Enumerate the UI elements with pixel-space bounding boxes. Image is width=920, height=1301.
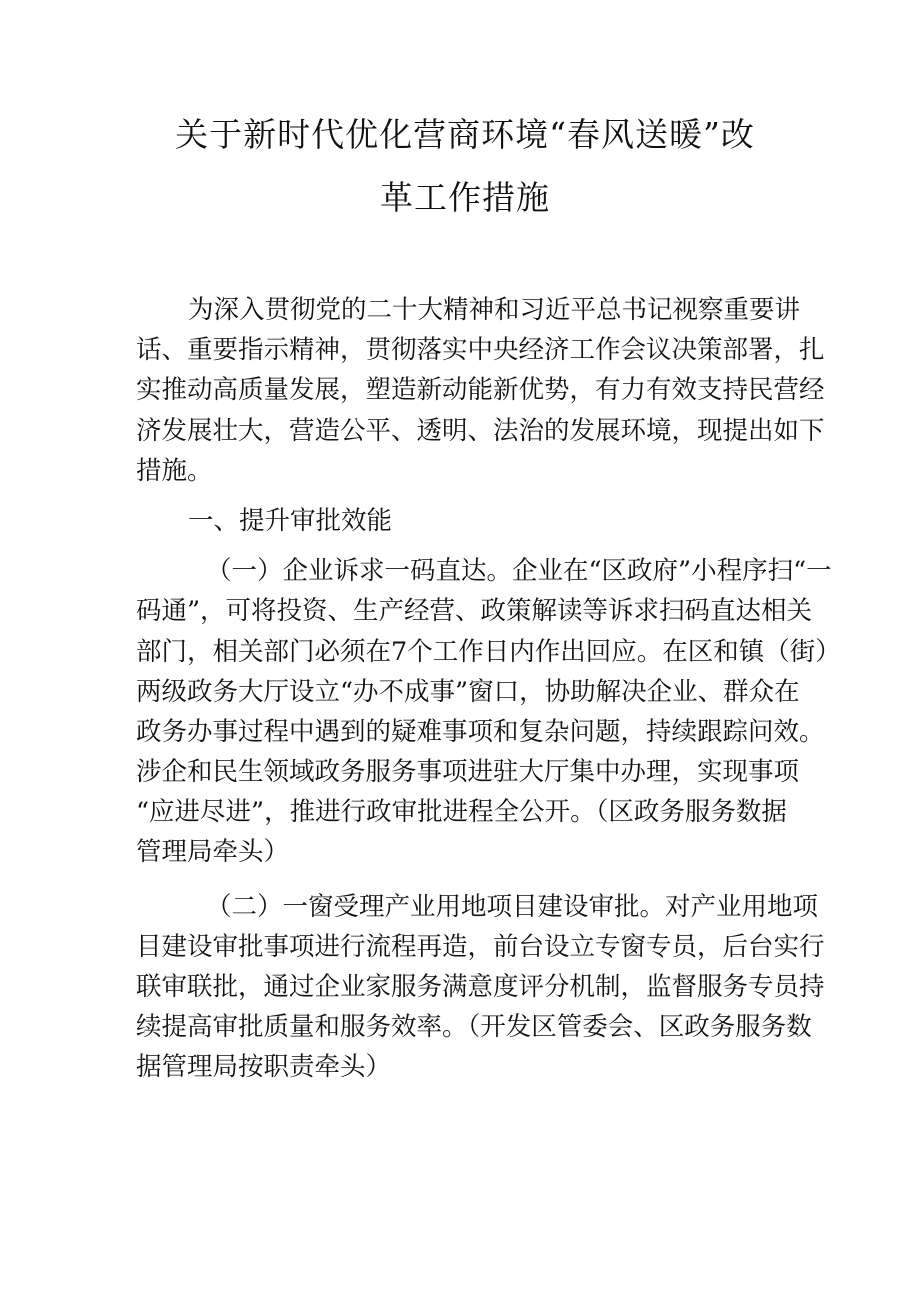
intro-line: 话、重要指示精神，贯彻落实中央经济工作会议决策部署，扎 — [136, 335, 825, 366]
intro-line: 为深入贯彻党的二十大精神和习近平总书记视察重要讲 — [188, 295, 801, 325]
item-1-line: 涉企和民生领域政务服务事项进驻大厅集中办理，实现事项 — [136, 757, 800, 788]
intro-paragraph — [136, 290, 825, 491]
document-title-line-1: 关于新时代优化营商环境“春风送暖”改 — [175, 115, 755, 154]
intro-line: 措施。 — [136, 455, 213, 486]
item-1-line: 管理局牵头） — [136, 837, 290, 868]
item-2-line: 据管理局按职责牵头） — [136, 1052, 392, 1083]
section-heading: 一、提升审批效能 — [188, 505, 393, 536]
intro-line: 实推动高质量发展，塑造新动能新优势，有力有效支持民营经 — [136, 375, 825, 406]
item-2-line: 目建设审批事项进行流程再造，前台设立专窗专员，后台实行 — [136, 931, 825, 962]
item-1-line: 码通”，可将投资、生产经营、政策解读等诉求扫码直达相关 — [136, 596, 813, 627]
item-1-paragraph — [136, 551, 841, 873]
paragraph-spacer — [136, 873, 806, 887]
document-title-line-2: 革工作措施 — [380, 178, 550, 217]
item-1-line: “应进尽进”，推进行政审批进程全公开。（区政务服务数据 — [136, 797, 787, 828]
paragraph-spacer — [136, 541, 806, 551]
item-1-line: 两级政务大厅设立“办不成事”窗口，协助解决企业、群众在 — [136, 676, 800, 707]
item-1-line: （一）企业诉求一码直达。企业在“区政府”小程序扫“一 — [206, 556, 832, 587]
item-1-line: 部门，相关部门必须在7个工作日内作出回应。在区和镇（街） — [136, 636, 841, 667]
paragraph-spacer — [136, 491, 806, 501]
intro-line: 济发展壮大，营造公平、透明、法治的发展环境，现提出如下 — [136, 415, 825, 446]
item-1-line: 政务办事过程中遇到的疑难事项和复杂问题，持续跟踪问效。 — [136, 716, 825, 747]
item-2-line: 联审联批，通过企业家服务满意度评分机制，监督服务专员持 — [136, 972, 825, 1002]
item-2-paragraph — [136, 887, 825, 1088]
item-2-line: （二）一窗受理产业用地项目建设审批。对产业用地项 — [206, 891, 819, 922]
item-2-line: 续提高审批质量和服务效率。（开发区管委会、区政务服务数 — [136, 1012, 812, 1043]
document-body — [136, 290, 841, 1088]
